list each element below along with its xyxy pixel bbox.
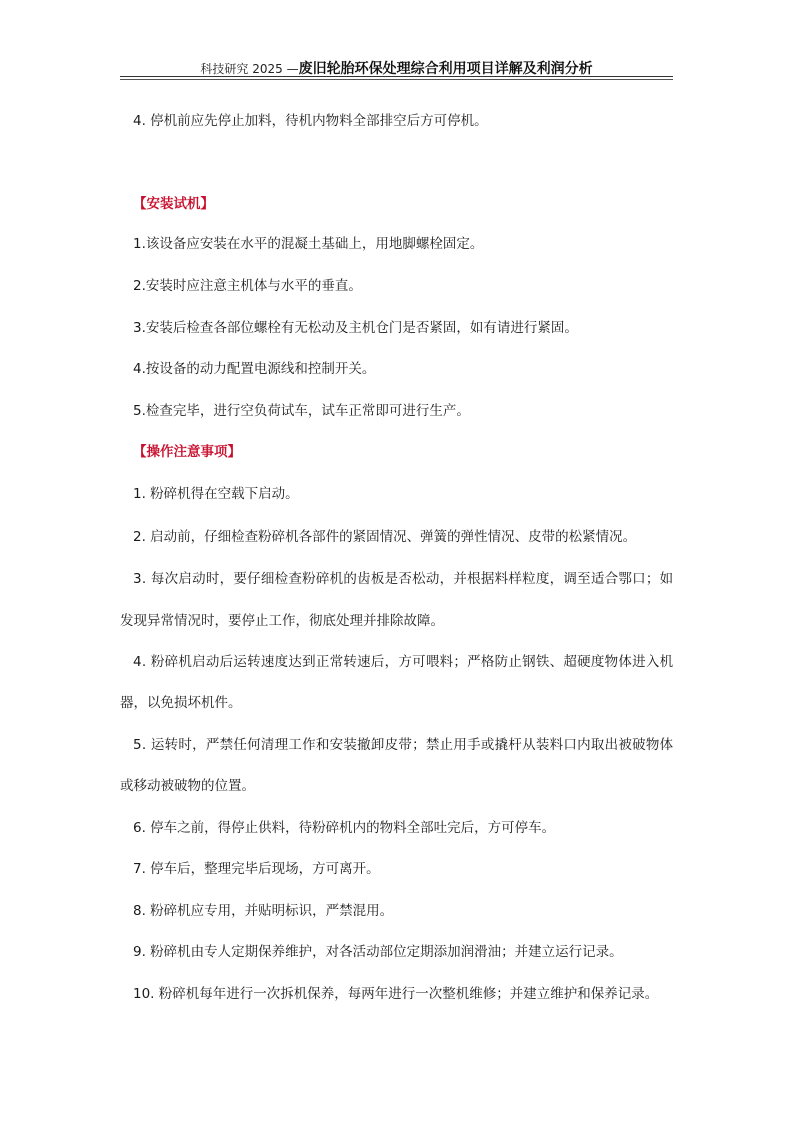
operation-item-8: 8. 粉碎机应专用，并贴明标识，严禁混用。 (133, 903, 394, 919)
operation-item-3: 3. 每次启动时，要仔细检查粉碎机的齿板是否松动，并根据料样粒度，调至适合鄂口；如 (133, 571, 674, 587)
operation-item-5-cont: 或移动被破物的位置。 (120, 778, 255, 794)
operation-item-2: 2. 启动前，仔细检查粉碎机各部件的紧固情况、弹簧的弹性情况、皮带的松紧情况。 (133, 529, 637, 545)
operation-item-5: 5. 运转时，严禁任何清理工作和安装撤卸皮带；禁止用手或撬杆从装料口内取出被破物体 (133, 737, 674, 753)
operation-item-1: 1. 粉碎机得在空载下启动。 (133, 486, 299, 502)
header-rule (120, 76, 673, 77)
operation-item-9: 9. 粉碎机由专人定期保养维护，对各活动部位定期添加润滑油；并建立运行记录。 (133, 944, 623, 960)
section-heading-operation: 【操作注意事项】 (133, 444, 241, 460)
header-title: 废旧轮胎环保处理综合利用项目详解及利润分析 (298, 61, 593, 77)
page-header (0, 58, 793, 78)
section-heading-install: 【安装试机】 (133, 196, 214, 212)
intro-item: 4. 停机前应先停止加料，待机内物料全部排空后方可停机。 (133, 113, 488, 129)
operation-item-6: 6. 停车之前，得停止供料，待粉碎机内的物料全部吐完后，方可停车。 (133, 820, 556, 836)
install-item-4: 4.按设备的动力配置电源线和控制开关。 (133, 361, 376, 377)
operation-item-4: 4. 粉碎机启动后运转速度达到正常转速后，方可喂料；严格防止钢铁、超硬度物体进入机 (133, 654, 674, 670)
install-item-5: 5.检查完毕，进行空负荷试车，试车正常即可进行生产。 (133, 403, 470, 419)
install-item-2: 2.安装时应注意主机体与水平的垂直。 (133, 278, 362, 294)
header-prefix: 科技研究 2025 — (200, 62, 299, 76)
operation-item-7: 7. 停车后，整理完毕后现场，方可离开。 (133, 861, 380, 877)
operation-item-3-cont: 发现异常情况时，要停止工作，彻底处理并排除故障。 (120, 613, 444, 629)
operation-item-10: 10. 粉碎机每年进行一次拆机保养，每两年进行一次整机维修；并建立维护和保养记录。 (133, 986, 659, 1002)
header-rule-thin (120, 79, 673, 80)
operation-item-4-cont: 器，以免损坏机件。 (120, 695, 242, 711)
install-item-1: 1.该设备应安装在水平的混凝土基础上，用地脚螺栓固定。 (133, 236, 484, 252)
install-item-3: 3.安装后检查各部位螺栓有无松动及主机仓门是否紧固，如有请进行紧固。 (133, 320, 578, 336)
